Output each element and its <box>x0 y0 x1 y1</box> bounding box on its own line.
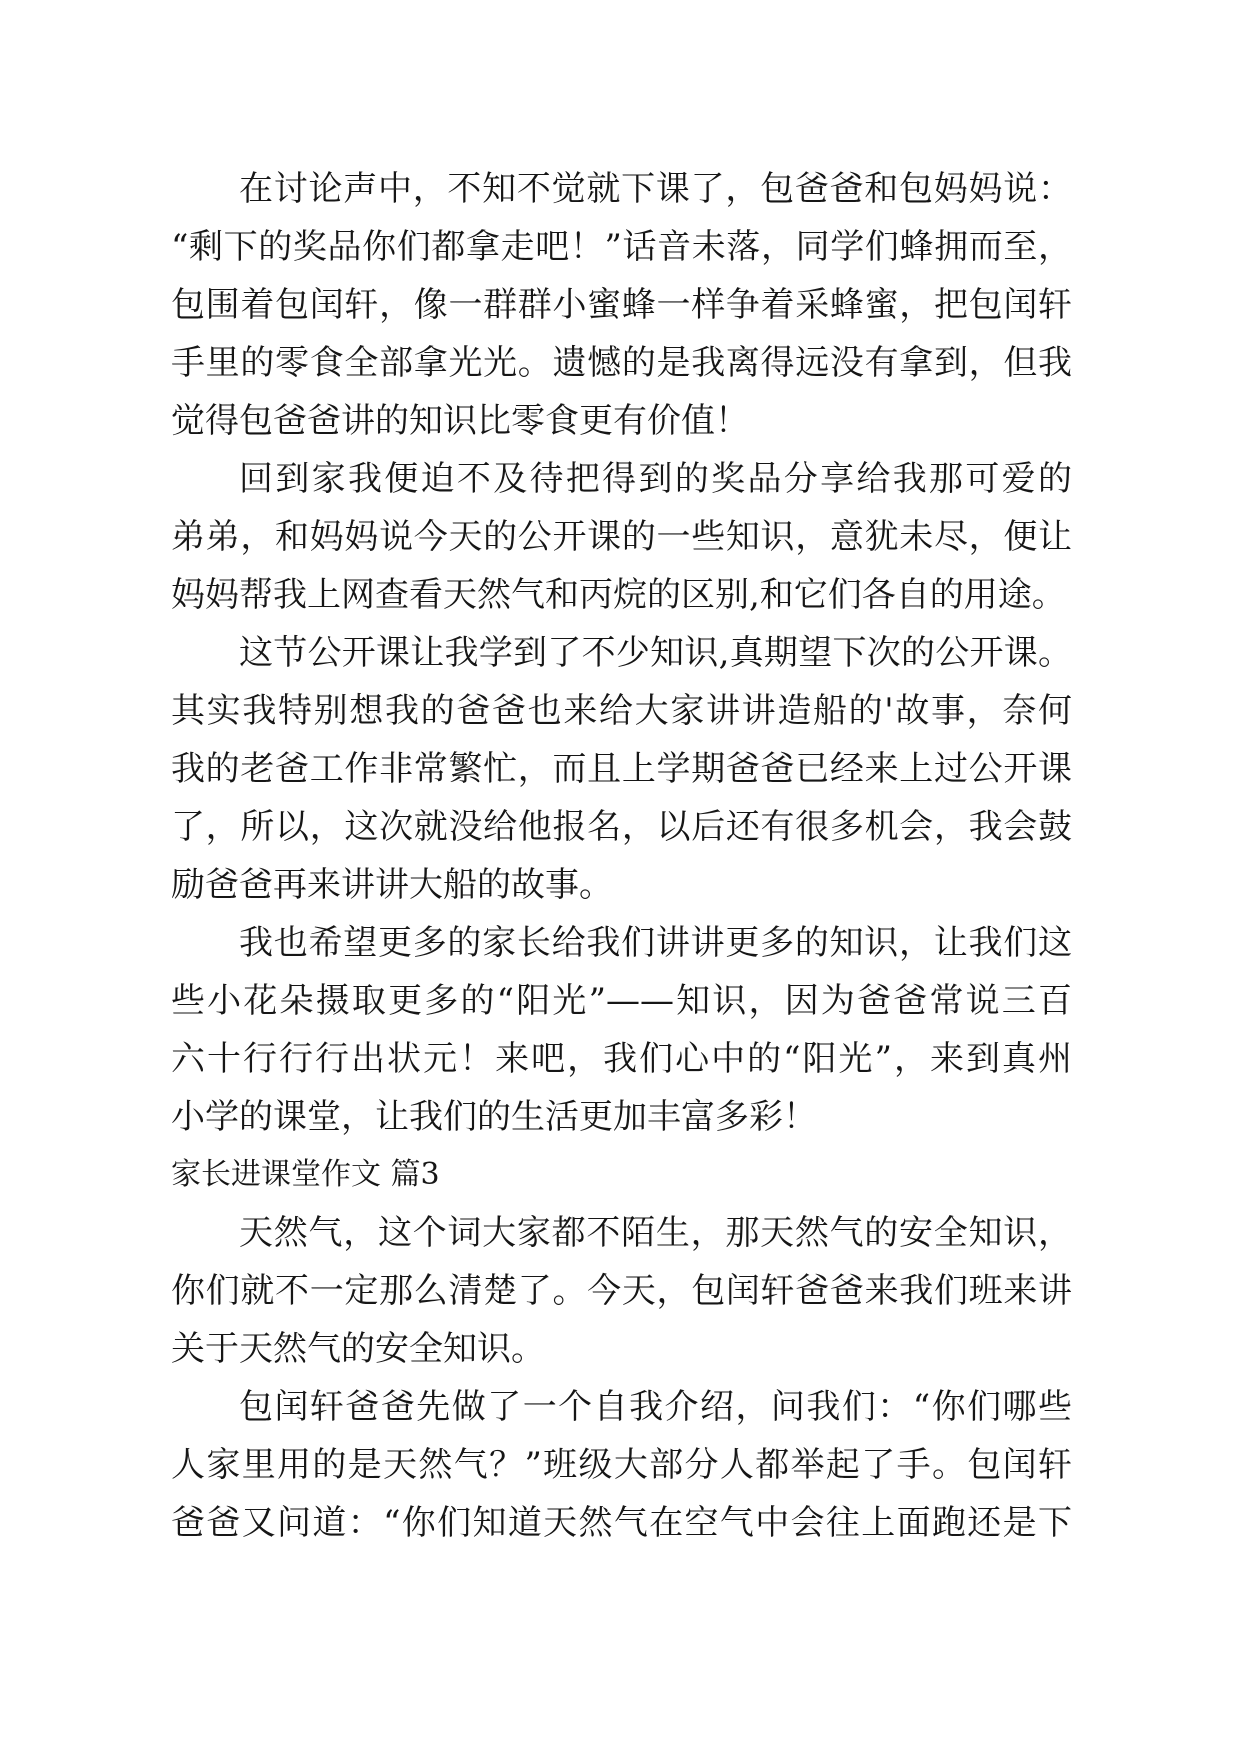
paragraph <box>171 160 1072 450</box>
text-line: 人家里用的是天然气？”班级大部分人都举起了手。包闰轩 <box>171 1445 1072 1485</box>
text-line: 我的老爸工作非常繁忙，而且上学期爸爸已经来上过公开课 <box>171 749 1072 789</box>
paragraph <box>171 1204 1072 1378</box>
text-line: 觉得包爸爸讲的知识比零食更有价值！ <box>171 401 749 441</box>
text-line: 六十行行行出状元！来吧，我们心中的“阳光”，来到真州 <box>171 1039 1072 1079</box>
paragraph <box>171 450 1072 624</box>
text-line: 弟弟，和妈妈说今天的公开课的一些知识，意犹未尽，便让 <box>171 517 1072 557</box>
text-line: 在讨论声中，不知不觉就下课了，包爸爸和包妈妈说： <box>239 169 1072 209</box>
paragraph <box>171 1378 1072 1552</box>
text-line: 手里的零食全部拿光光。遗憾的是我离得远没有拿到，但我 <box>171 343 1072 383</box>
text-line: 你们就不一定那么清楚了。今天，包闰轩爸爸来我们班来讲 <box>171 1271 1072 1311</box>
heading-line: 家长进课堂作文 篇3 <box>171 1157 440 1192</box>
essay-text <box>171 160 1072 1552</box>
section-heading <box>171 1146 1072 1204</box>
text-line: 包闰轩爸爸先做了一个自我介绍，问我们：“你们哪些 <box>239 1387 1072 1427</box>
text-line: 包围着包闰轩，像一群群小蜜蜂一样争着采蜂蜜，把包闰轩 <box>171 285 1072 325</box>
text-line: 这节公开课让我学到了不少知识,真期望下次的公开课。 <box>239 633 1072 673</box>
paragraph <box>171 914 1072 1146</box>
text-line: 爸爸又问道：“你们知道天然气在空气中会往上面跑还是下 <box>171 1503 1072 1543</box>
text-line: 我也希望更多的家长给我们讲讲更多的知识，让我们这 <box>239 923 1072 963</box>
text-line: 回到家我便迫不及待把得到的奖品分享给我那可爱的 <box>239 459 1072 499</box>
text-line: 其实我特别想我的爸爸也来给大家讲讲造船的'故事，奈何 <box>171 691 1072 731</box>
text-line: 妈妈帮我上网查看天然气和丙烷的区别,和它们各自的用途。 <box>171 575 1066 615</box>
text-line: 些小花朵摄取更多的“阳光”——知识，因为爸爸常说三百 <box>171 981 1072 1021</box>
text-line: 小学的课堂，让我们的生活更加丰富多彩！ <box>171 1097 817 1137</box>
text-line: 天然气，这个词大家都不陌生，那天然气的安全知识， <box>239 1213 1072 1253</box>
text-line: 关于天然气的安全知识。 <box>171 1329 545 1369</box>
text-line: 了，所以，这次就没给他报名，以后还有很多机会，我会鼓 <box>171 807 1072 847</box>
text-line: “剩下的奖品你们都拿走吧！”话音未落，同学们蜂拥而至， <box>171 227 1072 267</box>
paragraph <box>171 624 1072 914</box>
text-line: 励爸爸再来讲讲大船的故事。 <box>171 865 613 905</box>
